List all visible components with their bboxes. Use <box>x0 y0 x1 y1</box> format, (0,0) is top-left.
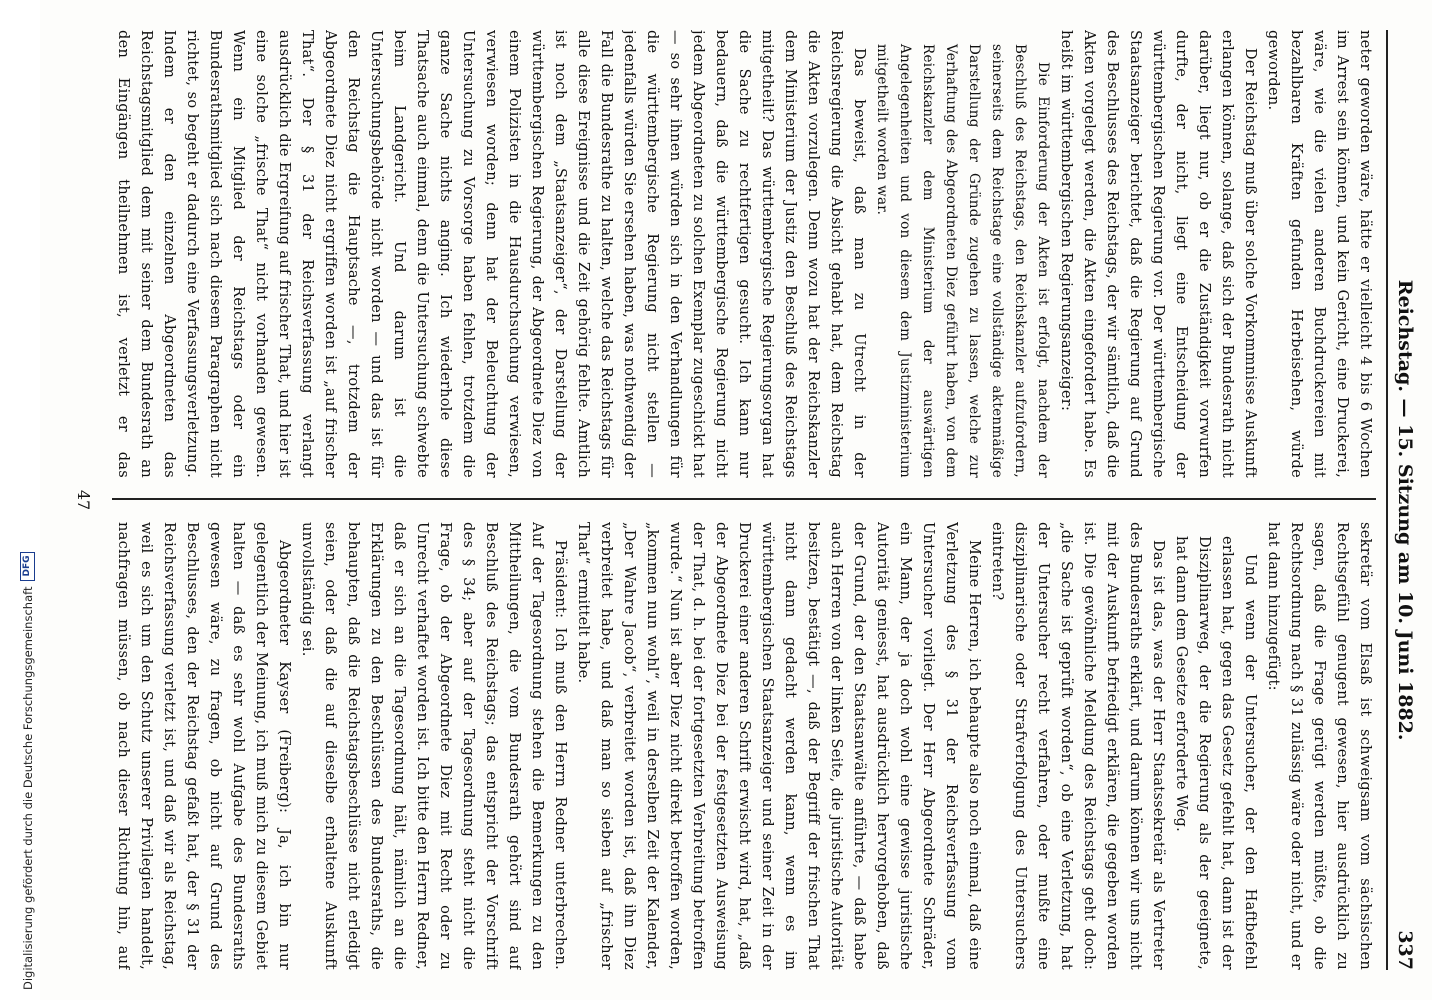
dfg-logo-icon: DFG <box>20 552 35 581</box>
page-header <box>1386 30 1422 970</box>
right-paragraph-5: Präsident: Ich muß den Herrn Redner unterbrechen. Auf der Tagesordnung stehen die Bemerkungen zu den Mittheilungen, die vom Bundesrath gehört sind auf Beschluß des Reichstags; das entspricht der Vorschrift des § 34; aber auf der Tagesordnung steht nicht die Frage, ob der Abgeordnete Diez mit Recht oder zu Unrecht verhaftet worden ist. Ich bitte den Herrn Redner, daß er sich an die Tagesordnung hält, nämlich an die Erklärungen zu den Beschlüssen des Bundesraths, die behaupten, daß die Reichstagsbeschlüsse nicht erledigt seien, oder daß die auf dieselbe erhaltene Auskunft unvollständig sei. <box>299 522 568 970</box>
sheet-number: 47 <box>74 489 93 511</box>
right-paragraph-3: Das ist das, was der Herr Staatssekretär als Vertreter des Bundesraths erklärt, und darum können wir uns nicht mit der Auskunft befriedigt erklären, die gegeben worden ist. Die gewöhnliche Meldung des Reichstags geht doch: „die Sache ist geprüft worden“, ob eine Verletzung, hat der Untersucher recht verfahren, oder mußte eine disziplinarische oder Strafverfolgung des Untersuchers eintreten? <box>989 522 1166 970</box>
right-paragraph-1: sekretär vom Elsaß ist schweigsam vom sächsischen Rechtsgefühl genugent gewesen, hier ausdrücklich zu sagen, daß die Frage gerügt werden müßte, ob die Rechtsordnung nach § 31 zulässig wäre oder nicht, und er hat dann hinzugefügt: <box>1265 522 1373 970</box>
left-paragraph-1: neter geworden wäre, hätte er vielleicht 4 bis 6 Wochen im Arrest sein können, und kein Gericht, eine Druckerei, wäre, wie die vielen anderen Buchdruckereien mit bezahlbaren Kräften gefunden Herbeisehen, würde geworden. <box>1265 30 1373 478</box>
digitization-credit <box>20 552 35 990</box>
right-paragraph-4: Meine Herren, ich behaupte also noch einmal, daß eine Verletzung des § 31 der Reichsverfassung vom Untersucher vorliegt. Der Herr Abgeordnete Schräder, ein Mann, der ja doch wohl eine gewisse juristische Autorität geniesst, hat ausdrücklich hervorgehoben, daß der Grund, der den Staatsanwälte anführte, — daß habe auch Herren von der linken Seite, die juristische Autorität besitzen, bestätigt —, daß der Begriff der frischen That nicht dann gedacht werden kann, wenn es im württembergischen Staatsanzeiger und seiner Zeit in der Druckerei einer anderen Schrift erwischt wird, hat, „daß der Abgeordnete Diez bei der festgesetzten Ausweisung der That, d. h. bei der fortgesetzten Verbreitung betroffen wurde.“ Nun ist aber Diez nicht direkt betroffen worden, „kommen nun wohl“, weil in derselben Zeit der Kalender, „Der Wahre Jacob“, verbreitet worden ist, daß ihn Diez verbreitet habe, und daß man so sieben auf „frischer That“ ermittelt habe. <box>575 522 982 970</box>
left-paragraph-3: Die Einforderung der Akten ist erfolgt, nachdem der Beschluß des Reichstags, den Reichskanzler aufzufordern, seinerseits dem Reichstage eine vollständige aktenmäßige Darstellung der Gründe zugehen zu lassen, welche zur Verhaftung des Abgeordneten Diez geführt haben, von dem Reichskanzler dem Ministerium der auswärtigen Angelegenheiten und von diesem dem Justizministerium mitgetheilt worden war. <box>874 44 1051 478</box>
right-column <box>112 522 1376 970</box>
credit-text: Digitalisierung gefördert durch die Deutsche Forschungsgemeinschaft <box>20 586 35 990</box>
right-paragraph-2: Und wenn der Untersucher, der den Haftbefehl erlassen hat, gegen das Gesetz gefehlt hat, dann ist der Disziplinarweg, der die Regierung als der geeignete, hat dann dem Gesetze erforderte Weg. <box>1173 536 1258 970</box>
right-paragraph-6: Abgeordneter Kayser (Freiberg): Ja, ich bin nur gelegentlich der Meinung, ich muß mich zu diesem Gebiet halten — daß es sehr wohl Aufgabe des Bundesraths gewesen wäre, zu fragen, ob nicht auf Grund des Beschlusses, den der Reichstag gefaßt hat, der § 31 der Reichsverfassung verletzt ist, und daß wir als Reichstag, weil es sich um den Schutz unserer Privilegien handelt, nachfragen müssen, ob nach dieser Richtung hin, auf <box>115 522 292 970</box>
page-title: Reichstag. — 15. Sitzung am 10. Juni 1882. <box>1394 279 1416 741</box>
rotated-print-area <box>40 0 1432 1000</box>
left-paragraph-4: Das beweist, daß man zu Utrecht in der Reichsregierung die Absicht gehabt hat, dem Reichstag die Akten vorzulegen. Denn wozu hat der Reichskanzler dem Ministerium der Justiz den Beschluß des Reichstags mitgetheilt? Das württembergische Regierungsorgan hat die Sache zu rechtfertigen gesucht. Ich kann nur bedauern, daß die württembergische Regierung nicht jedem Abgeordneten zu solchen Exemplar zugeschickt hat — so sehr ihnen würden sich in den Verhandlungen für die württembergische Regierung nicht stellen — jedenfalls würden Sie ersehen haben, was nothwendig der Fall die Bundesrathe zu halten, welche das Reichstags für alle diese Ereignisse und die Zeit gehörig fehlte. Amtlich ist noch dem „Staatsanzeiger“, der Darstellung der württembergischen Regierung, der Abgeordnete Diez von einem Polizisten in die Hausdurchsuchung verwiesen, verwiesen worden; denn hat der Beleuchtung der Untersuchung zu Vorsorge haben fehlen, trotzdem die ganze Sache nichts anging. Ich wiederhole diese Thatsache auch einmal, denn die Untersuchung schwebte beim Landgericht. Und darum ist die Untersuchungsbehörde nicht worden — und das ist für den Reichstag die Hauptsache —, trotzdem der Abgeordnete Diez nicht ergriffen worden ist „auf frischer That“. Der § 31 der Reichsverfassung verlangt ausdrücklich die Ergreifung auf frischer That, und hier ist eine solche „frische That“ nicht vorhanden gewesen. Wenn ein Mitglied der Reichstags oder ein Bundesrathsmitglied sich nach diesem Paragraphen nicht richtet, so begeht er dadurch eine Verfassungsverletzung. Indem er den einzelnen Abgeordneten das Reichstagsmitglied dem mit seiner dem Bundesrath an den Eingängen theilnehmen ist, verletzt er das <box>115 30 867 478</box>
page-number: 337 <box>1394 930 1416 970</box>
column-divider <box>112 498 1376 500</box>
left-column <box>112 30 1376 478</box>
digitization-sidebar <box>0 0 40 1000</box>
left-paragraph-2: Der Reichstag muß über solche Vorkommnisse Auskunft erlangen können, solange, daß sich der Bundesrath nicht darüber, liegt nur, ob er die Zuständigkeit vorwurfen durfte, der nicht, liegt eine Entscheidung der württembergischen Regierung vor. Der württembergische Staatsanzeiger berichtet, daß die Regierung auf Grund des Beschlusses des Reichstags, der wir sämtlich, daß die Akten vorgelegt werden, die Akten eingefordert habe. Es heißt im württembergischen Regierungsanzeiger: <box>1058 30 1258 478</box>
